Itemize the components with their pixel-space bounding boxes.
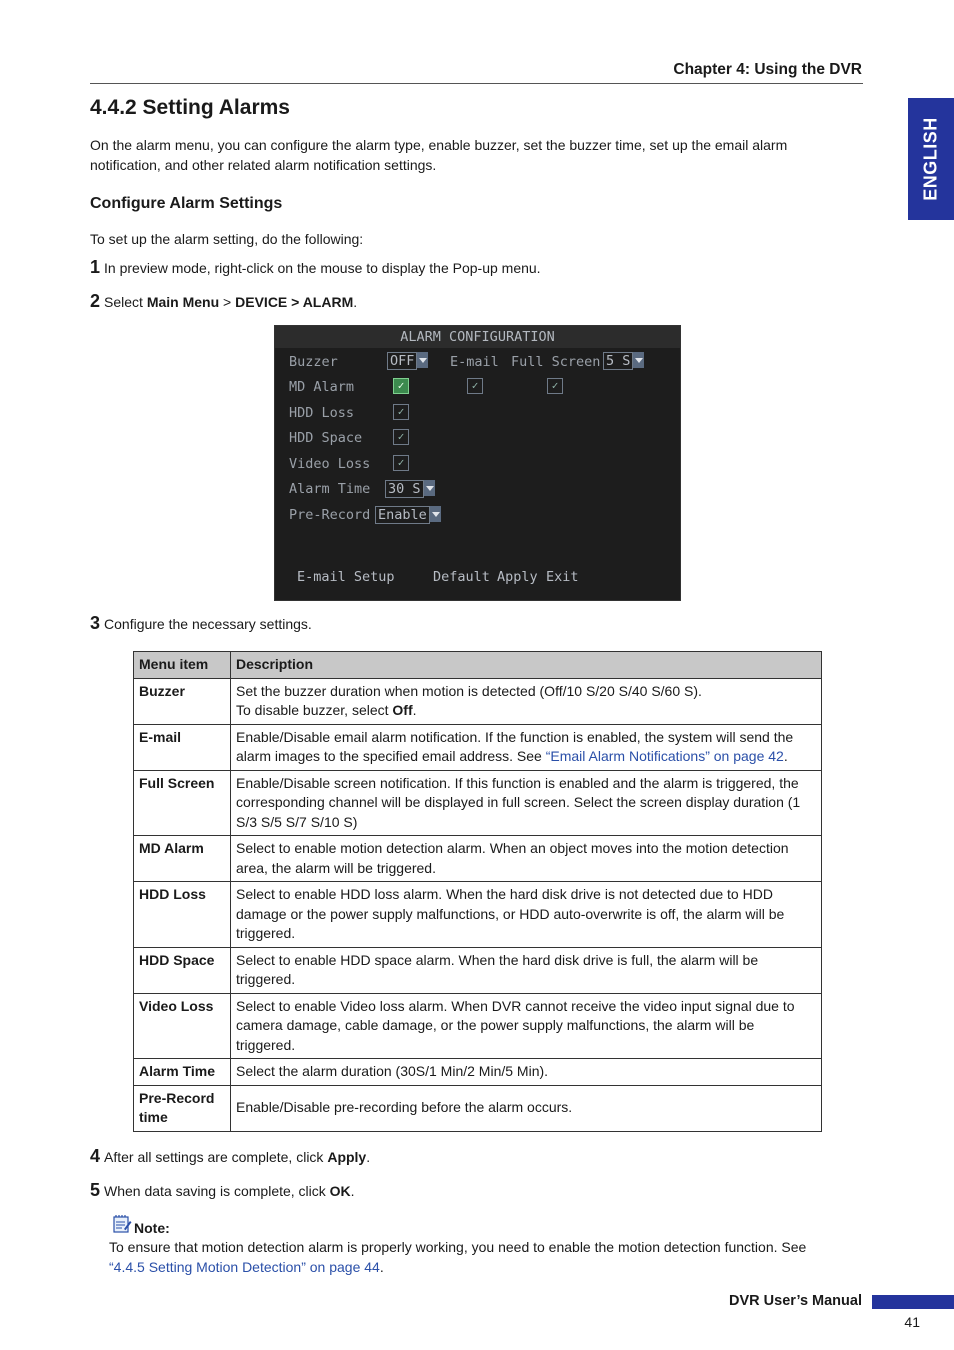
- video-loss-checkbox[interactable]: ✓: [393, 455, 409, 471]
- table-cell-item: [134, 1085, 231, 1131]
- subheading: Configure Alarm Settings: [90, 195, 283, 212]
- alarm-time-value: 30 S: [385, 480, 424, 498]
- table-cell-item: Alarm Time: [134, 1059, 231, 1086]
- table-row: [134, 678, 822, 724]
- table-cell-desc: Select to enable motion detection alarm. When an object moves into the motion detection area, the alarm will be triggered.: [231, 836, 822, 882]
- note-end: .: [379, 1258, 384, 1275]
- footer-manual-title: DVR User’s Manual: [729, 1293, 862, 1309]
- hdd-space-label: HDD Space: [289, 430, 363, 446]
- note-line-1: To ensure that motion detection alarm is properly working, you need to enable the motion detection function. See: [109, 1239, 807, 1255]
- step-text: In preview mode, right-click on the mouse to display the Pop-up menu.: [104, 260, 541, 276]
- step-text-end: .: [353, 294, 358, 310]
- table-header-menu-item: Menu item: [134, 652, 231, 679]
- step-number: 2: [90, 291, 101, 311]
- menu-path-device-alarm: DEVICE > ALARM: [235, 294, 354, 310]
- header-rule: [90, 83, 863, 84]
- intro-line-1: On the alarm menu, you can configure the alarm type, enable buzzer, set the buzzer time, set up the email alarm: [90, 137, 788, 153]
- footer-accent-bar: [872, 1295, 954, 1309]
- step-text: Configure the necessary settings.: [104, 616, 312, 632]
- item-line: Pre-Record: [139, 1089, 215, 1106]
- chapter-header: Chapter 4: Using the DVR: [673, 61, 862, 78]
- email-label: E-mail: [450, 354, 499, 370]
- table-cell-item: MD Alarm: [134, 836, 231, 882]
- item-line: time: [139, 1109, 168, 1125]
- alarm-config-screen: [274, 325, 681, 601]
- table-cell-desc: Enable/Disable pre-recording before the alarm occurs.: [231, 1085, 822, 1131]
- table-row: [134, 1059, 822, 1086]
- note-label: Note:: [134, 1220, 170, 1236]
- table-cell-desc: Select to enable Video loss alarm. When DVR cannot receive the video input signal due to camera damage, cable damage, or the power supply malfunctions, the alarm will be triggered.: [231, 993, 822, 1059]
- dropdown-arrow-icon: [633, 352, 644, 368]
- table-row: [134, 1085, 822, 1131]
- desc-end: .: [783, 748, 788, 764]
- page-number: 41: [904, 1314, 920, 1330]
- video-loss-label: Video Loss: [289, 456, 371, 472]
- section-title: 4.4.2 Setting Alarms: [90, 96, 290, 119]
- desc-text: Enable/Disable email alarm notification. If the function is enabled, the system will send the alarm images to the specified email address. See: [236, 728, 794, 764]
- dropdown-arrow-icon: [430, 506, 441, 522]
- desc-end: .: [412, 702, 417, 718]
- dropdown-arrow-icon: [424, 480, 435, 496]
- settings-table: [133, 651, 822, 1132]
- table-row: [134, 882, 822, 948]
- step-text-end: .: [366, 1149, 371, 1165]
- md-alarm-checkbox[interactable]: ✓: [393, 378, 409, 394]
- hdd-loss-label: HDD Loss: [289, 405, 355, 421]
- table-row: [134, 724, 822, 770]
- menu-path-main: Main Menu: [146, 294, 220, 310]
- buzzer-label: Buzzer: [289, 354, 338, 370]
- table-cell-item: HDD Loss: [134, 882, 231, 948]
- table-cell-desc: Select to enable HDD space alarm. When the hard disk drive is full, the alarm will be triggered.: [231, 947, 822, 993]
- fullscreen-label: Full Screen: [511, 354, 601, 370]
- table-cell-item: Full Screen: [134, 770, 231, 836]
- buzzer-select[interactable]: [387, 352, 428, 370]
- note-icon: [112, 1214, 132, 1234]
- table-cell-desc: Select the alarm duration (30S/1 Min/2 Min/5 Min).: [231, 1059, 822, 1086]
- md-alarm-label: MD Alarm: [289, 379, 355, 395]
- apply-button[interactable]: Apply: [497, 569, 538, 585]
- table-row: [134, 770, 822, 836]
- table-cell-item: E-mail: [134, 724, 231, 770]
- step-text-end: .: [350, 1183, 355, 1199]
- table-header-row: [134, 652, 822, 679]
- table-cell-desc: Enable/Disable screen notification. If this function is enabled and the alarm is triggered, the corresponding channel will be displayed in full screen. Select the screen display duration (1 S/3 S/5 S/7 S/10 S): [231, 770, 822, 836]
- apply-keyword: Apply: [327, 1149, 367, 1165]
- language-tab-label: ENGLISH: [920, 117, 941, 201]
- email-notifications-link[interactable]: “Email Alarm Notifications” on page 42: [545, 748, 784, 764]
- prerecord-value: Enable: [375, 506, 430, 524]
- fullscreen-checkbox[interactable]: ✓: [547, 378, 563, 394]
- ok-keyword: OK: [329, 1183, 351, 1199]
- note-line-2: [109, 1258, 869, 1278]
- table-cell-item: Buzzer: [134, 678, 231, 724]
- default-button[interactable]: Default: [433, 569, 490, 585]
- note-text: [109, 1238, 869, 1277]
- prerecord-label: Pre-Record: [289, 507, 371, 523]
- menu-path-sep: >: [219, 294, 236, 310]
- table-cell-desc: [231, 724, 822, 770]
- hdd-space-checkbox[interactable]: ✓: [393, 429, 409, 445]
- fullscreen-select[interactable]: [603, 352, 644, 370]
- fullscreen-value: 5 S: [603, 352, 633, 370]
- table-row: [134, 836, 822, 882]
- table-row: [134, 993, 822, 1059]
- motion-detection-link[interactable]: “4.4.5 Setting Motion Detection” on page 44: [109, 1258, 380, 1275]
- desc-line: To disable buzzer, select: [236, 702, 393, 718]
- desc-bold: Off: [392, 702, 413, 718]
- step-text: Select: [104, 294, 147, 310]
- language-tab: [908, 98, 954, 220]
- desc-line: Set the buzzer duration when motion is detected (Off/10 S/20 S/40 S/60 S).: [236, 682, 702, 699]
- table-cell-desc: [231, 678, 822, 724]
- step-3: [90, 613, 312, 634]
- step-text: After all settings are complete, click: [104, 1149, 328, 1165]
- step-number: 4: [90, 1146, 101, 1166]
- table-header-description: Description: [231, 652, 822, 679]
- table-cell-item: Video Loss: [134, 993, 231, 1059]
- alarm-time-select[interactable]: [385, 480, 435, 498]
- exit-button[interactable]: Exit: [546, 569, 579, 585]
- prerecord-select[interactable]: [375, 506, 441, 524]
- hdd-loss-checkbox[interactable]: ✓: [393, 404, 409, 420]
- step-1: [90, 257, 541, 278]
- table-cell-item: HDD Space: [134, 947, 231, 993]
- buzzer-value: OFF: [387, 352, 417, 370]
- step-number: 5: [90, 1180, 101, 1200]
- step-5: [90, 1180, 355, 1201]
- step-number: 3: [90, 613, 101, 633]
- table-row: [134, 947, 822, 993]
- dropdown-arrow-icon: [417, 352, 428, 368]
- step-number: 1: [90, 257, 101, 277]
- alarm-time-label: Alarm Time: [289, 481, 371, 497]
- intro-paragraph: [90, 136, 860, 175]
- email-checkbox[interactable]: ✓: [467, 378, 483, 394]
- intro-line-2: notification, and other related alarm notification settings.: [90, 156, 437, 173]
- step-4: [90, 1146, 370, 1167]
- table-cell-desc: Select to enable HDD loss alarm. When the hard disk drive is not detected due to HDD damage or the power supply malfunctions, or HDD auto-overwrite is off, the alarm will be triggered.: [231, 882, 822, 948]
- email-setup-button[interactable]: E-mail Setup: [297, 569, 395, 585]
- lead-text: To set up the alarm setting, do the following:: [90, 231, 364, 247]
- step-text: When data saving is complete, click: [104, 1183, 330, 1199]
- step-2: [90, 291, 357, 312]
- alarm-config-title: ALARM CONFIGURATION: [275, 326, 680, 348]
